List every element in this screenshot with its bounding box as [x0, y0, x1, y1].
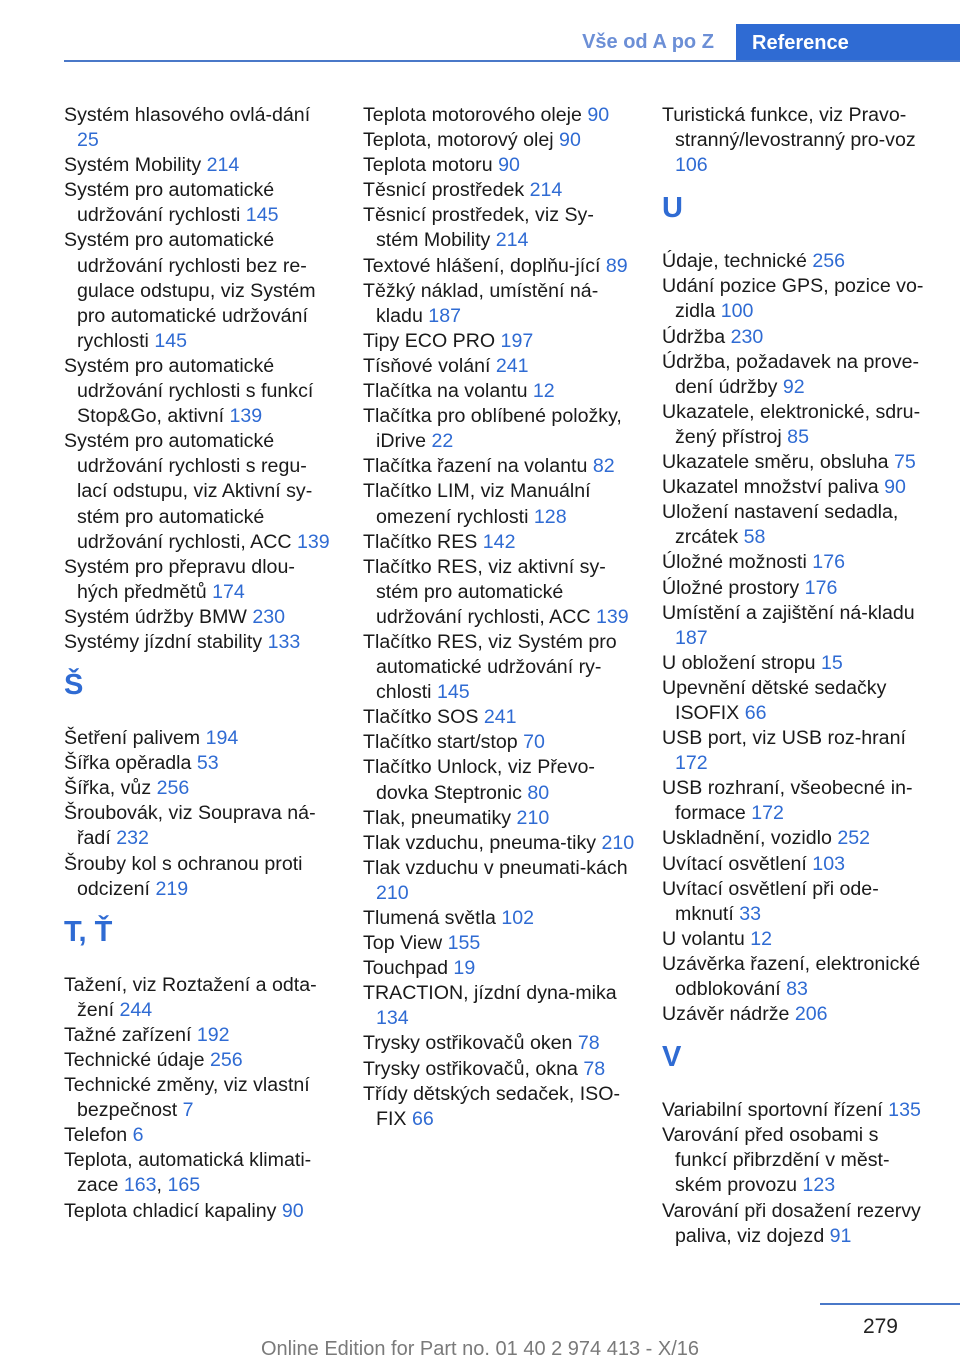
index-entry [363, 404, 635, 454]
index-letter-heading: V [662, 1041, 682, 1074]
index-term: Tlačítko RES, viz Systém pro automatické udržování ry‐chlosti [363, 630, 617, 704]
page-link[interactable]: 90 [498, 154, 520, 177]
page-link[interactable]: 12 [532, 380, 555, 403]
index-entry [363, 279, 635, 329]
page-link[interactable]: 210 [601, 831, 635, 854]
index-entry [363, 178, 635, 203]
index-term: Těsnicí prostředek, viz Sy‐stém Mobility [363, 204, 594, 252]
index-entry [363, 630, 635, 705]
page-link[interactable]: 176 [804, 576, 838, 599]
index-term: Tlak, pneumatiky [363, 806, 517, 829]
index-term: Systém pro automatické udržování rychlosti [64, 179, 275, 227]
page-link[interactable]: 256 [812, 250, 846, 273]
index-term: Šroubovák, viz Souprava ná‐řadí [64, 802, 316, 850]
index-entry [662, 726, 932, 776]
index-term: Turistická funkce, viz Pravo‐stranný/levostranný pro‐voz [662, 104, 916, 152]
page-link[interactable]: 66 [411, 1107, 434, 1130]
index-entry [662, 877, 932, 927]
page-link[interactable]: 134 [376, 1007, 409, 1030]
index-term: Systém pro automatické udržování rychlosti s regu‐lací odstupu, viz Aktivní sy‐stém pro automatické udržování rychlosti, ACC [64, 430, 313, 553]
page-link[interactable]: 192 [196, 1023, 230, 1046]
index-term: Systémy jízdní stability [64, 630, 268, 653]
index-term: Systém pro automatické udržování rychlosti s funkcí Stop&Go, aktivní [64, 354, 314, 428]
page-link[interactable]: 6 [132, 1124, 144, 1147]
page-link[interactable]: 241 [495, 354, 529, 377]
index-entry [64, 776, 332, 801]
index-entry [64, 801, 332, 851]
index-term: Tažení, viz Roztažení a odta‐žení [64, 973, 317, 1021]
index-term: Tlačítko LIM, viz Manuální omezení rychlosti [363, 480, 591, 528]
page-link[interactable]: 252 [837, 827, 871, 850]
page-link[interactable]: 187 [428, 304, 461, 327]
index-term: Variabilní sportovní řízení [662, 1099, 889, 1122]
index-term: Ukazatele směru, obsluha [662, 451, 894, 474]
page-link[interactable]: 155 [447, 932, 481, 955]
page-link[interactable]: 92 [782, 375, 805, 398]
edition-footer: Online Edition for Part no. 01 40 2 974 413 - X/16 [260, 1338, 700, 1360]
index-letter-heading: U [662, 192, 683, 225]
index-column-3 [662, 103, 932, 1249]
page-link[interactable]: 7 [182, 1099, 194, 1122]
section-tab[interactable]: Vše od A po Z [582, 31, 714, 53]
page-link[interactable]: 172 [675, 752, 708, 775]
page-link[interactable]: 90 [559, 129, 581, 152]
index-entry [662, 550, 932, 575]
index-entry [363, 730, 635, 755]
index-entry [64, 103, 332, 153]
index-term: Telefon [64, 1124, 133, 1147]
index-term: Uzávěr nádrže [662, 1003, 795, 1026]
index-term: Systém Mobility [64, 154, 207, 177]
index-entry [662, 1002, 932, 1027]
index-term: USB rozhraní, všeobecné in‐formace [662, 777, 913, 825]
index-entry [662, 776, 932, 826]
index-term: Tlak vzduchu, pneuma‐tiky [363, 831, 602, 854]
index-entry [363, 530, 635, 555]
index-term: USB port, viz USB roz‐hraní [662, 727, 906, 750]
index-term: Trysky ostřikovačů oken [363, 1032, 578, 1055]
page-number: 279 [862, 1315, 898, 1338]
index-entry [64, 852, 332, 902]
index-term: Technické údaje [64, 1049, 210, 1071]
index-entry [363, 254, 635, 279]
page-link[interactable]: 75 [893, 451, 916, 474]
index-term: Tlumená světla [363, 907, 502, 929]
index-entry [662, 103, 932, 178]
index-entry [64, 605, 332, 630]
page-link[interactable]: 82 [592, 455, 615, 478]
index-term: Systém pro automatické udržování rychlosti bez re‐gulace odstupu, viz Systém pro automatické udržování rychlosti [64, 229, 316, 352]
index-term: Varování před osobami s funkcí přibrzdění v měst‐ském provozu [662, 1124, 890, 1197]
page-link[interactable]: 128 [533, 505, 567, 528]
page-link[interactable]: 78 [583, 1057, 606, 1080]
index-entry [363, 1082, 635, 1132]
page-link[interactable]: 133 [267, 630, 301, 653]
index-entry [363, 454, 635, 479]
page-link[interactable]: 244 [119, 998, 153, 1021]
index-entry [662, 826, 932, 851]
page-link[interactable]: 214 [529, 179, 563, 202]
index-term: Tlačítko RES [363, 530, 483, 553]
index-column-1 [64, 103, 332, 1224]
index-term: Systém hlasového ovlá‐dání [64, 104, 311, 126]
page-link[interactable]: 12 [750, 927, 773, 950]
page-link[interactable]: 80 [527, 781, 550, 804]
index-entry [662, 852, 932, 877]
page-link[interactable]: 174 [212, 580, 245, 603]
index-entry [662, 927, 932, 952]
index-entry [662, 601, 932, 651]
index-term: Šířka, vůz [64, 777, 157, 800]
page-link[interactable]: 22 [431, 430, 454, 453]
page-link[interactable]: 58 [743, 526, 766, 549]
page-link[interactable]: 100 [720, 300, 754, 323]
page-link[interactable]: 142 [482, 530, 516, 553]
index-entry [64, 1123, 332, 1148]
index-entry [662, 952, 932, 1002]
index-term: Šetření palivem [64, 727, 206, 750]
page-link[interactable]: 139 [229, 405, 263, 428]
page-link[interactable]: 25 [77, 129, 99, 152]
page-separator: , [156, 1174, 168, 1197]
page-link[interactable]: 139 [595, 605, 629, 628]
index-term: Tlačítko start/stop [363, 731, 524, 754]
index-term: Systém údržby BMW [64, 605, 253, 628]
index-term: TRACTION, jízdní dyna‐mika [363, 982, 617, 1005]
index-entry [363, 128, 635, 153]
index-entry [363, 981, 635, 1031]
index-entry [363, 755, 635, 805]
index-entry [363, 831, 635, 856]
index-entry [363, 354, 635, 379]
index-entry [662, 1123, 932, 1198]
index-term: Údržba, požadavek na prove‐dení údržby [662, 350, 920, 398]
page-link[interactable]: 91 [829, 1224, 852, 1247]
index-term: Textové hlášení, doplňu‐jící [363, 254, 606, 277]
index-term: Teplota, automatická klimati‐zace [64, 1149, 312, 1197]
page-link[interactable]: 219 [155, 877, 189, 900]
index-entry [363, 379, 635, 404]
page-link[interactable]: 135 [888, 1099, 921, 1122]
page-link[interactable]: 145 [436, 681, 470, 704]
index-entry [363, 555, 635, 630]
index-letter-heading: T, Ť [64, 915, 113, 948]
index-entry [662, 1199, 932, 1249]
index-entry [64, 1048, 332, 1073]
index-entry [363, 906, 635, 931]
index-term: Tlačítka řazení na volantu [363, 455, 593, 478]
index-term: Touchpad [363, 957, 454, 980]
page-link[interactable]: 139 [296, 530, 330, 553]
index-entry [64, 726, 332, 751]
index-entry [363, 956, 635, 981]
index-term: Umístění a zajištění ná‐kladu [662, 601, 915, 624]
page-link[interactable]: 210 [516, 806, 550, 829]
page-link[interactable]: 214 [495, 229, 529, 252]
index-entry [363, 153, 635, 178]
index-entry [64, 1148, 332, 1198]
index-entry [64, 1023, 332, 1048]
footer-rule [820, 1303, 960, 1305]
index-term: Top View [363, 932, 448, 955]
index-entry [662, 576, 932, 601]
index-entry [662, 475, 932, 500]
index-term: Tažné zařízení [64, 1023, 197, 1046]
index-term: Údržba [662, 325, 731, 348]
index-entry [64, 1199, 332, 1224]
index-term: Tipy ECO PRO [363, 329, 501, 352]
index-term: Tlačítka pro oblíbené položky, iDrive [363, 405, 622, 453]
index-term: Třídy dětských sedaček, ISO‐FIX [363, 1082, 620, 1130]
index-term: Teplota chladicí kapaliny [64, 1199, 282, 1222]
index-entry [662, 676, 932, 726]
index-entry [64, 429, 332, 554]
index-entry [662, 1098, 932, 1123]
index-entry [64, 354, 332, 429]
index-entry [662, 450, 932, 475]
index-entry [363, 479, 635, 529]
index-entry [64, 973, 332, 1023]
index-term: Uzávěrka řazení, elektronické odblokování [662, 952, 921, 1000]
page-link[interactable]: 194 [205, 727, 239, 750]
index-term: Těsnicí prostředek [363, 179, 530, 202]
page-link[interactable]: 102 [501, 907, 535, 929]
index-term: Udání pozice GPS, pozice vo‐zidla [662, 275, 924, 323]
index-term: Technické změny, viz vlastní bezpečnost [64, 1074, 310, 1122]
index-entry [662, 249, 932, 274]
index-term: Šrouby kol s ochranou proti odcizení [64, 852, 303, 900]
index-term: Tlačítko Unlock, viz Převo‐dovka Steptronic [363, 756, 595, 804]
page-link[interactable]: 145 [154, 329, 188, 352]
page-link[interactable]: 90 [281, 1199, 304, 1222]
index-entry [662, 325, 932, 350]
index-letter-heading: Š [64, 669, 84, 702]
page-link[interactable]: 106 [675, 154, 708, 177]
index-term: Tlak vzduchu v pneumati‐kách [363, 856, 628, 879]
index-term: Úložné prostory [662, 576, 805, 599]
index-term: Systém pro přepravu dlou‐hých předmětů [64, 555, 295, 603]
index-entry [662, 274, 932, 324]
index-entry [363, 203, 635, 253]
index-entry [662, 500, 932, 550]
page-link[interactable]: 176 [812, 551, 845, 574]
page-link[interactable]: 256 [156, 777, 190, 800]
index-term: Uskladnění, vozidlo [662, 827, 838, 850]
index-entry [363, 806, 635, 831]
page-link[interactable]: 85 [787, 425, 809, 448]
index-term: Tlačítka na volantu [363, 380, 533, 403]
index-term: Ukazatel množství paliva [662, 476, 885, 499]
index-entry [64, 555, 332, 605]
index-entry [363, 931, 635, 956]
index-entry [363, 856, 635, 906]
page-link[interactable]: 210 [376, 881, 409, 904]
index-term: Teplota motoru [363, 154, 499, 177]
index-entry [662, 400, 932, 450]
page-link[interactable]: 256 [209, 1049, 243, 1071]
page-link[interactable]: 230 [730, 325, 764, 348]
page-link[interactable]: 15 [821, 651, 843, 674]
index-entry [363, 1031, 635, 1056]
index-term: Těžký náklad, umístění ná‐kladu [363, 279, 599, 327]
index-term: Tlačítko RES, viz aktivní sy‐stém pro automatické udržování rychlosti, ACC [363, 555, 606, 628]
index-term: Teplota, motorový olej [363, 129, 560, 152]
index-entry [64, 228, 332, 353]
index-term: Uvítací osvětlení [662, 852, 813, 875]
page-link[interactable]: 19 [453, 957, 476, 980]
index-term: Tlačítko SOS [363, 706, 484, 729]
page-link[interactable]: 214 [206, 154, 240, 177]
index-entry [363, 1057, 635, 1082]
index-entry [64, 630, 332, 655]
index-entry [662, 651, 932, 676]
index-term: Upevnění dětské sedačky ISOFIX [662, 676, 887, 724]
index-term: Uvítací osvětlení při ode‐mknutí [662, 877, 879, 925]
index-entry [64, 751, 332, 776]
index-term: Úložné možnosti [662, 551, 813, 574]
page-link[interactable]: 230 [252, 605, 286, 628]
header-rule [64, 60, 960, 62]
page-link[interactable]: 232 [116, 827, 149, 850]
page-link[interactable]: 89 [605, 254, 628, 277]
page-link[interactable]: 163 [123, 1174, 157, 1197]
index-entry [363, 705, 635, 730]
page-link[interactable]: 83 [786, 978, 808, 1000]
page-link[interactable]: 165 [167, 1174, 201, 1197]
page-link[interactable]: 123 [802, 1174, 836, 1197]
page-link[interactable]: 90 [884, 476, 906, 499]
page-link[interactable]: 70 [523, 731, 545, 754]
page-header [0, 0, 960, 64]
index-entry [363, 329, 635, 354]
page-link[interactable]: 90 [587, 104, 610, 126]
index-term: Tísňové volání [363, 354, 496, 377]
index-entry [662, 350, 932, 400]
index-term: Údaje, technické [662, 250, 813, 273]
index-term: Šířka opěradla [64, 752, 197, 775]
page-link[interactable]: 53 [196, 752, 219, 775]
page-link[interactable]: 172 [751, 802, 784, 825]
index-term: Varování při dosažení rezervy paliva, viz dojezd [662, 1199, 921, 1247]
page-link[interactable]: 33 [739, 902, 762, 925]
index-column-2 [363, 103, 635, 1132]
index-entry [64, 153, 332, 178]
page-link[interactable]: 187 [675, 626, 708, 649]
index-term: U obložení stropu [662, 651, 822, 674]
index-term: Uložení nastavení sedadla, zrcátek [662, 501, 899, 549]
index-entry [64, 1073, 332, 1123]
page-link[interactable]: 241 [483, 706, 517, 729]
index-term: Trysky ostřikovačů, okna [363, 1057, 584, 1080]
index-term: U volantu [662, 927, 751, 950]
chapter-tab[interactable]: Reference [736, 24, 960, 62]
page-link[interactable]: 66 [744, 701, 767, 724]
index-term: Teplota motorového oleje [363, 104, 588, 126]
index-term: Ukazatele, elektronické, sdru‐žený přístroj [662, 400, 921, 448]
page-link[interactable]: 78 [577, 1032, 600, 1055]
page-link[interactable]: 103 [812, 852, 845, 875]
page-link[interactable]: 145 [245, 204, 279, 227]
index-entry [363, 103, 635, 128]
index-entry [64, 178, 332, 228]
page-link[interactable]: 197 [500, 329, 534, 352]
page-link[interactable]: 206 [794, 1003, 828, 1026]
